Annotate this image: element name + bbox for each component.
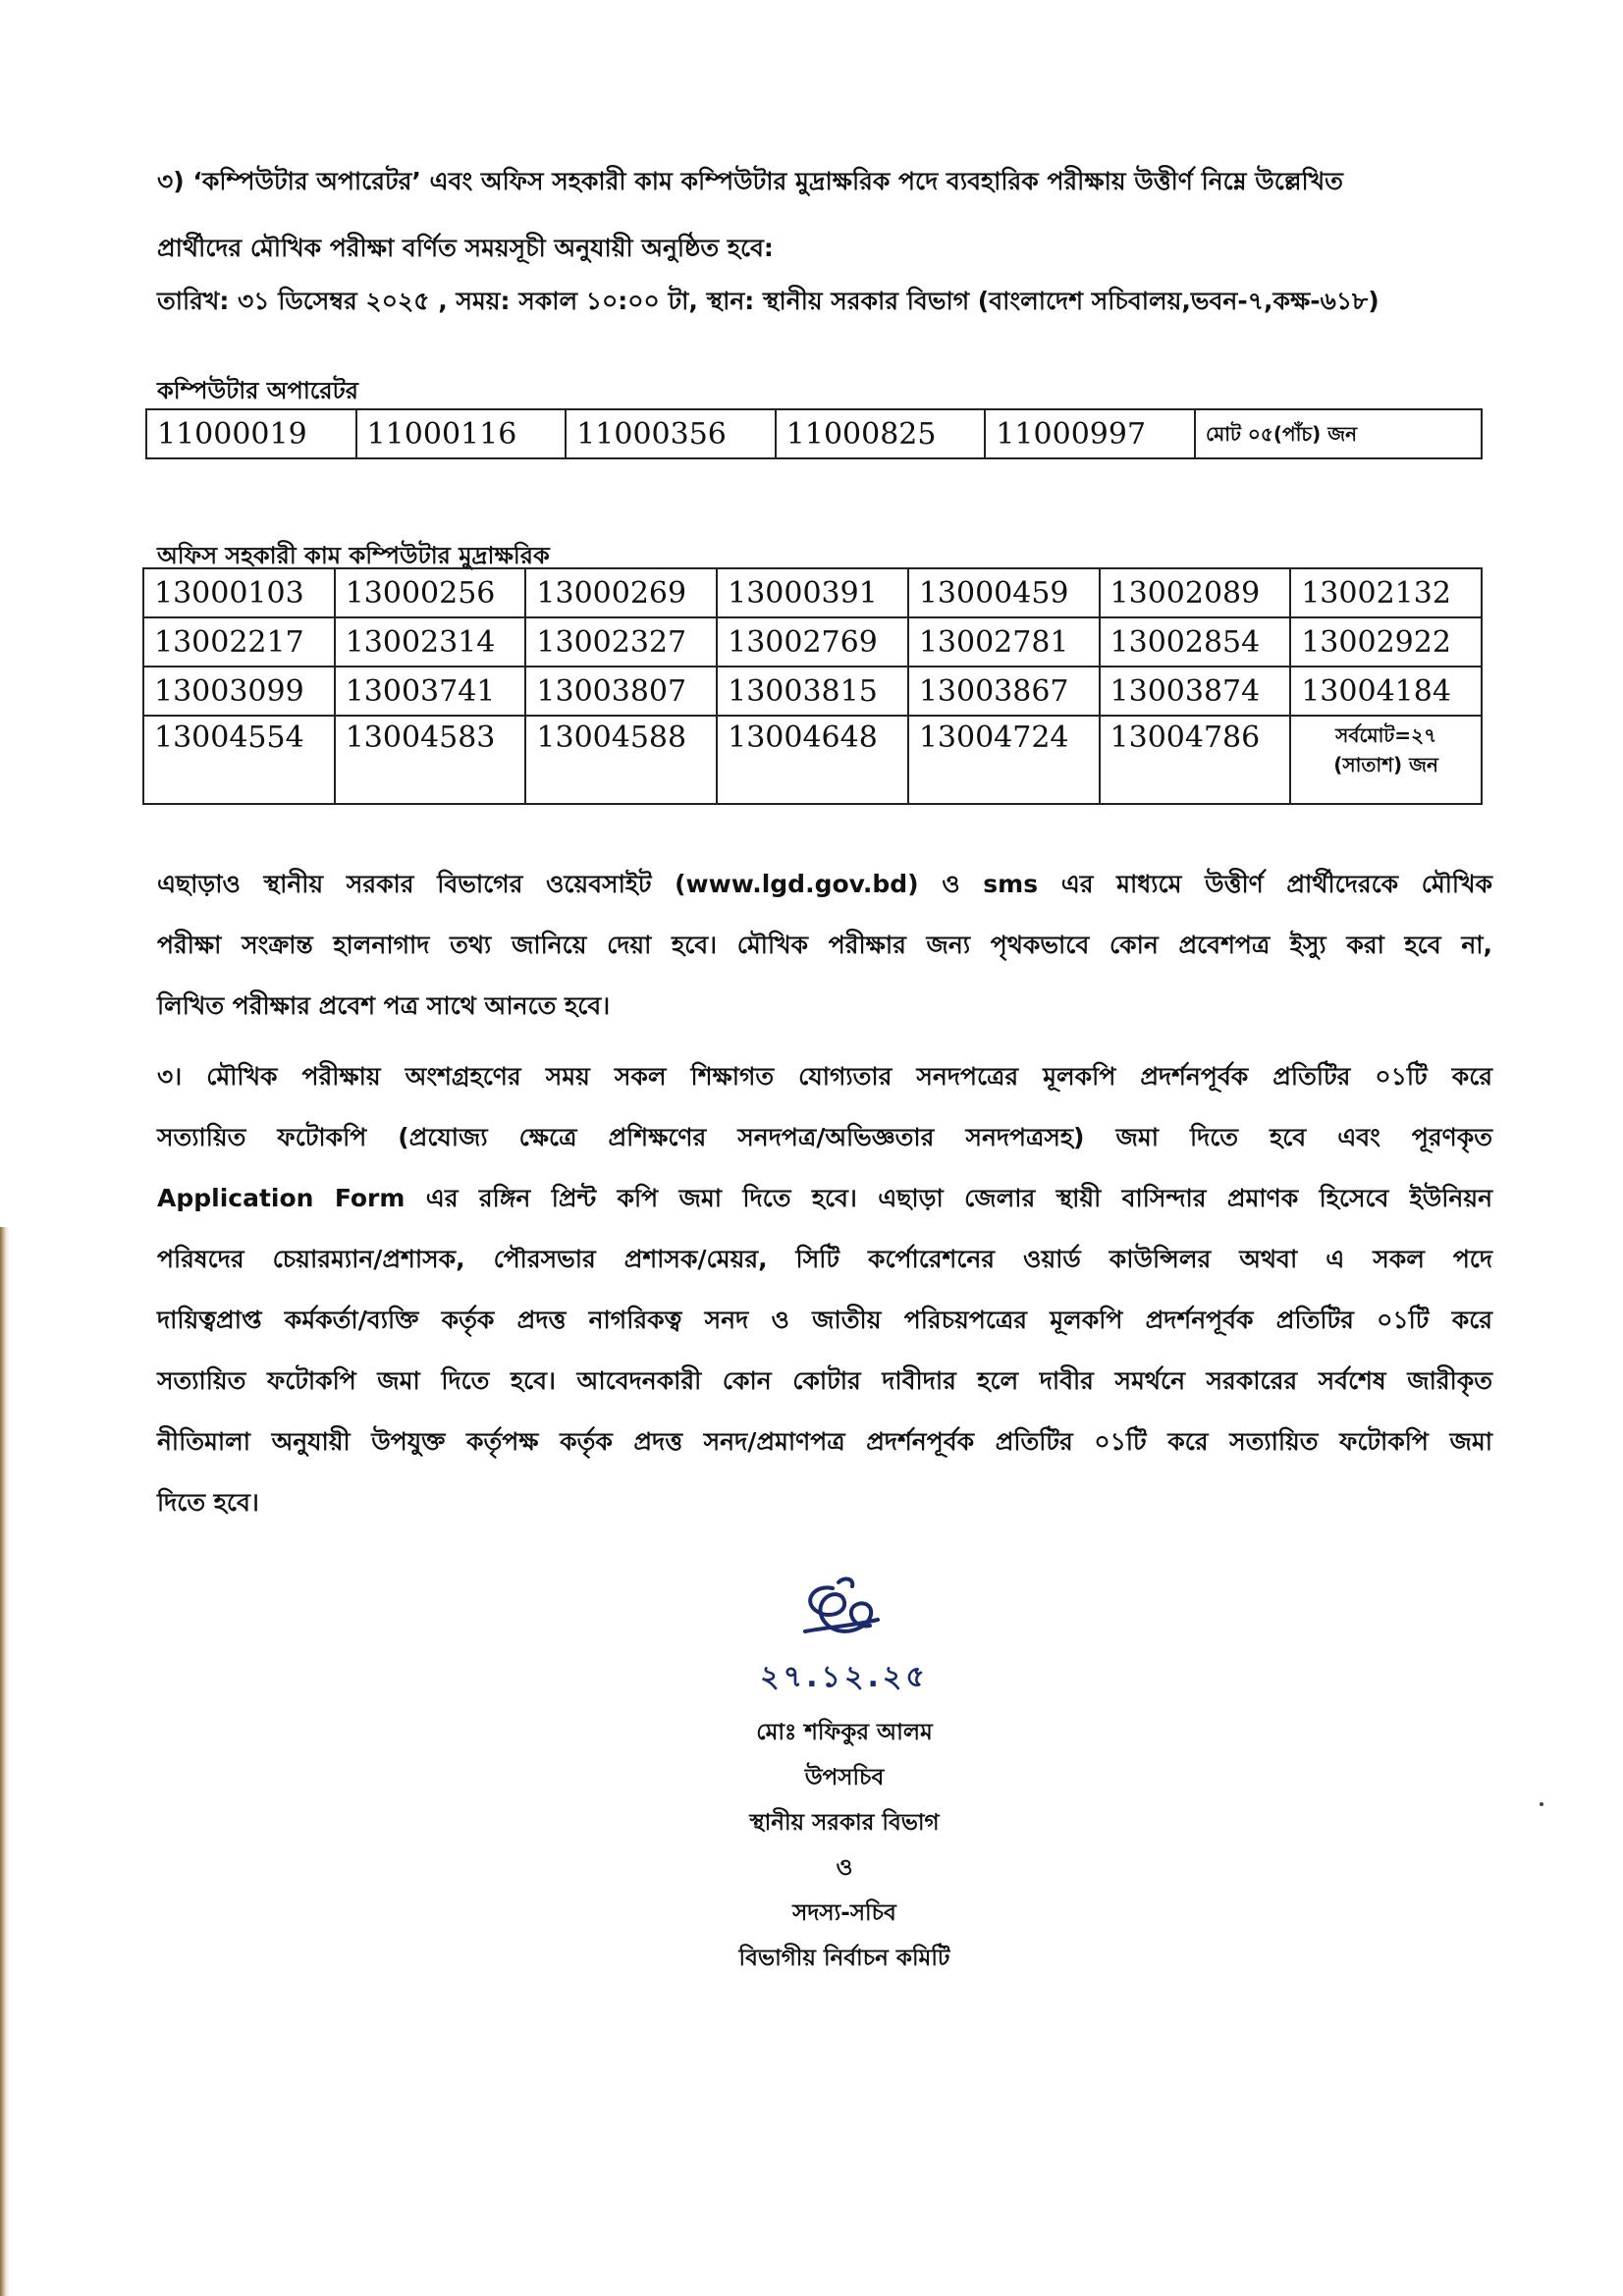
roll-cell: 13004786: [1100, 716, 1291, 804]
paragraph-line: লিখিত পরীক্ষার প্রবেশ পত্র সাথে আনতে হবে।: [157, 991, 611, 1020]
computer-operator-label: কম্পিউটার অপারেটর: [157, 377, 358, 404]
paragraph-line: পরিষদের চেয়ারম্যান/প্রশাসক, পৌরসভার প্রশাসক/মেয়র, সিটি কর্পোরেশনের ওয়ার্ড কাউন্সিলর অথবা এ সকল পদে: [157, 1245, 1492, 1273]
roll-cell: 13000269: [525, 568, 717, 617]
roll-cell: 13003815: [717, 667, 908, 716]
officer-department: স্থানীয় সরকার বিভাগ: [749, 1810, 940, 1836]
roll-cell: 13002769: [717, 617, 908, 667]
roll-cell: 13003874: [1100, 667, 1291, 716]
roll-cell: 13004184: [1290, 667, 1482, 716]
roll-cell: 13000103: [143, 568, 335, 617]
roll-cell: 13000256: [335, 568, 526, 617]
paragraph-line: ৩। মৌখিক পরীক্ষায় অংশগ্রহণের সময় সকল শিক্ষাগত যোগ্যতার সনদপত্রের মূলকপি প্রদর্শনপূর্বক প্রতিটির ০১টি করে: [157, 1062, 1492, 1091]
total-line1: সর্বমোট=২৭: [1335, 723, 1437, 747]
table-row: [143, 568, 1482, 617]
paragraph-line: সত্যায়িত ফটোকপি (প্রযোজ্য ক্ষেত্রে প্রশিক্ষণের সনদপত্র/অভিজ্ঞতার সনদপত্রসহ) জমা দিতে হবে এবং পূরণকৃত: [157, 1123, 1492, 1151]
officer-role: সদস্য-সচিব: [792, 1900, 896, 1926]
officer-block: [648, 1710, 1041, 1981]
table-row: [143, 667, 1482, 716]
paragraph-line: দিতে হবে।: [157, 1488, 259, 1517]
section3-header-line2: প্রার্থীদের মৌখিক পরীক্ষা বর্ণিত সময়সূচী অনুযায়ী অনুষ্ঠিত হবে:: [157, 234, 774, 262]
office-assistant-table: [142, 567, 1483, 805]
paragraph-line: সত্যায়িত ফটোকপি জমা দিতে হবে। আবেদনকারী কোন কোটার দাবীদার হলে দাবীর সমর্থনে সরকারের সর্বশেষ জারীকৃত: [157, 1366, 1492, 1395]
officer-name: মোঃ শফিকুর আলম: [756, 1720, 933, 1745]
table-row: [143, 716, 1482, 804]
roll-cell: 13000391: [717, 568, 908, 617]
roll-cell: 13002089: [1100, 568, 1291, 617]
roll-cell: 13003867: [908, 667, 1100, 716]
office-assistant-label: অফিস সহকারী কাম কম্পিউটার মুদ্রাক্ষরিক: [157, 542, 550, 569]
signature-block: [697, 1571, 992, 1703]
documents-paragraph: [157, 1046, 1492, 1533]
roll-cell: 13004588: [525, 716, 717, 804]
paragraph-line: এছাড়াও স্থানীয় সরকার বিভাগের ওয়েবসাইট (www.lgd.gov.bd) ও sms এর মাধ্যমে উত্তীর্ণ প্রার্থীদেরকে মৌখিক: [157, 870, 1492, 898]
roll-cell: 13003099: [143, 667, 335, 716]
roll-cell: 13004648: [717, 716, 908, 804]
roll-cell: 11000019: [146, 409, 356, 458]
officer-designation: উপসচিব: [804, 1765, 885, 1790]
roll-cell: 13002314: [335, 617, 526, 667]
handwritten-signature: [776, 1571, 913, 1659]
roll-cell: 11000116: [356, 409, 567, 458]
roll-cell: 13002217: [143, 617, 335, 667]
roll-cell: 13002922: [1290, 617, 1482, 667]
roll-cell: 13000459: [908, 568, 1100, 617]
table-row: [146, 409, 1482, 458]
officer-committee: বিভাগীয় নির্বাচন কমিটি: [738, 1946, 950, 1971]
notice-paragraph: [157, 854, 1492, 1037]
signature-date: ২৭.১২.২৫: [760, 1660, 929, 1694]
roll-cell: 13004554: [143, 716, 335, 804]
roll-cell: 11000997: [985, 409, 1195, 458]
officer-conjunction: ও: [836, 1855, 853, 1881]
roll-cell: 13002132: [1290, 568, 1482, 617]
total-cell: [1290, 716, 1482, 804]
interview-schedule: তারিখ: ৩১ ডিসেম্বর ২০২৫ , সময়: সকাল ১০:০০ টা, স্থান: স্থানীয় সরকার বিভাগ (বাংলাদেশ সচিবালয়,ভবন-৭,কক্ষ-৬১৮): [157, 287, 1380, 315]
roll-cell: 11000356: [566, 409, 776, 458]
paragraph-line: পরীক্ষা সংক্রান্ত হালনাগাদ তথ্য জানিয়ে দেয়া হবে। মৌখিক পরীক্ষার জন্য পৃথকভাবে কোন প্রবেশপত্র ইস্যু করা হবে না,: [157, 931, 1492, 959]
scan-edge-shadow: [0, 1227, 10, 2296]
roll-cell: 11000825: [776, 409, 986, 458]
roll-cell: 13004724: [908, 716, 1100, 804]
roll-cell: 13002781: [908, 617, 1100, 667]
computer-operator-table: [145, 408, 1483, 459]
roll-cell: 13003741: [335, 667, 526, 716]
roll-cell: 13002854: [1100, 617, 1291, 667]
total-cell: মোট ০৫(পাঁচ) জন: [1195, 409, 1482, 458]
total-line2: (সাতাশ) জন: [1333, 753, 1438, 776]
paragraph-line: নীতিমালা অনুযায়ী উপযুক্ত কর্তৃপক্ষ কর্তৃক প্রদত্ত সনদ/প্রমাণপত্র প্রদর্শনপূর্বক প্রতিটির ০১টি করে সত্যায়িত ফটোকপি জমা: [157, 1427, 1492, 1456]
roll-cell: 13003807: [525, 667, 717, 716]
scan-speck: [1540, 1802, 1543, 1806]
table-row: [143, 617, 1482, 667]
section3-header-line1: ৩) ‘কম্পিউটার অপারেটর’ এবং অফিস সহকারী কাম কম্পিউটার মুদ্রাক্ষরিক পদে ব্যবহারিক পরীক্ষায় উত্তীর্ণ নিম্নে উল্লেখিত: [157, 167, 1343, 195]
paragraph-line: দায়িত্বপ্রাপ্ত কর্মকর্তা/ব্যক্তি কর্তৃক প্রদত্ত নাগরিকত্ব সনদ ও জাতীয় পরিচয়পত্রের মূলকপি প্রদর্শনপূর্বক প্রতিটির ০১টি করে: [157, 1306, 1492, 1334]
roll-cell: 13002327: [525, 617, 717, 667]
paragraph-line: Application Form এর রঙ্গিন প্রিন্ট কপি জমা দিতে হবে। এছাড়া জেলার স্থায়ী বাসিন্দার প্রমাণক হিসেবে ইউনিয়ন: [157, 1184, 1492, 1212]
roll-cell: 13004583: [335, 716, 526, 804]
